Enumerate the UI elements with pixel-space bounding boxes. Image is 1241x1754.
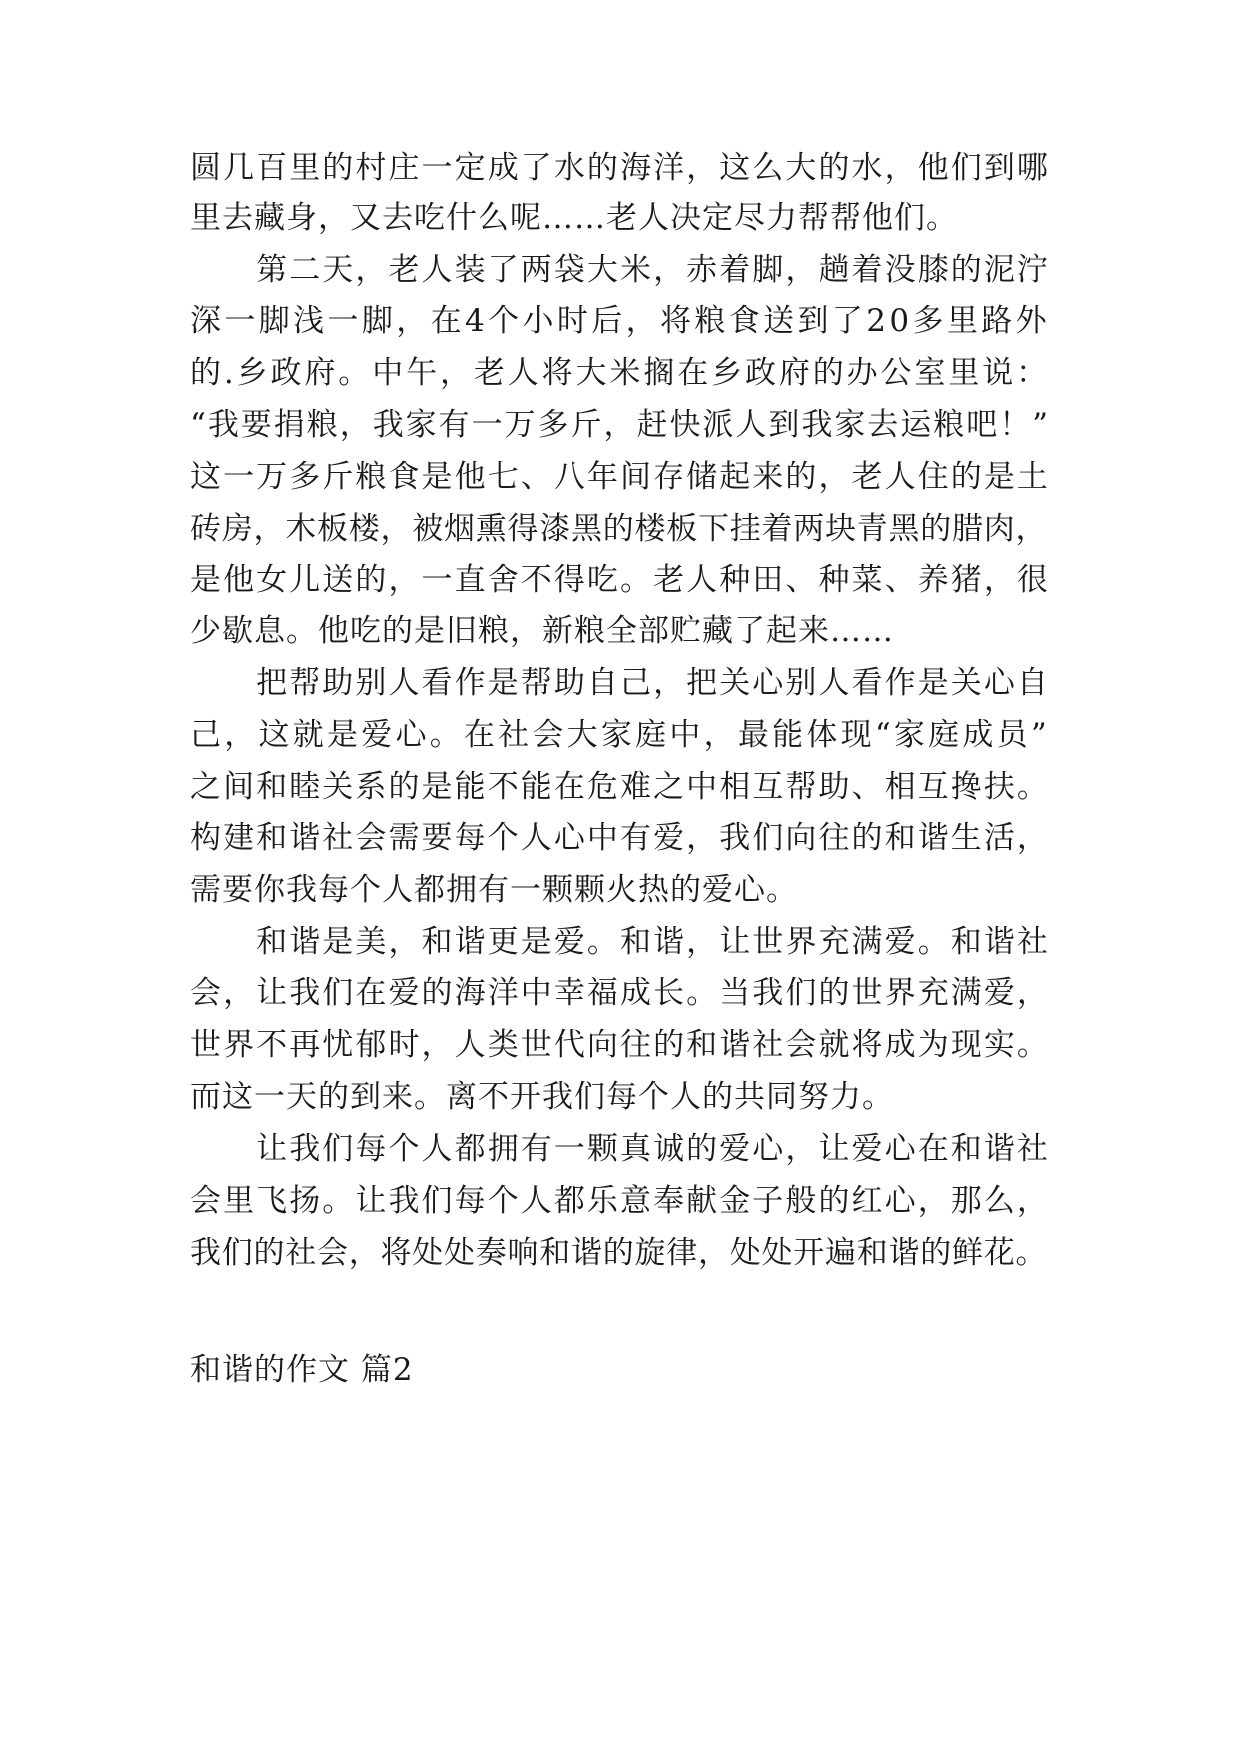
document-page bbox=[190, 0, 1050, 1754]
section-heading: 和谐的作文 篇2 bbox=[190, 1352, 414, 1388]
text-line: “我要捐粮，我家有一万多斤，赶快派人到我家去运粮吧！” bbox=[190, 407, 1050, 443]
text-line: 世界不再忧郁时，人类世代向往的和谐社会就将成为现实。 bbox=[190, 1027, 1050, 1063]
text-line: 构建和谐社会需要每个人心中有爱，我们向往的和谐生活， bbox=[190, 820, 1050, 856]
text-line: 和谐是美，和谐更是爱。和谐，让世界充满爱。和谐社 bbox=[190, 924, 1050, 960]
text-line: 这一万多斤粮食是他七、八年间存储起来的，老人住的是土 bbox=[190, 459, 1050, 495]
text-line: 我们的社会，将处处奏响和谐的旋律，处处开遍和谐的鲜花。 bbox=[190, 1235, 1048, 1271]
text-line: 把帮助别人看作是帮助自己，把关心别人看作是关心自 bbox=[190, 665, 1050, 701]
text-line: 会里飞扬。让我们每个人都乐意奉献金子般的红心，那么， bbox=[190, 1183, 1050, 1219]
text-line: 需要你我每个人都拥有一颗颗火热的爱心。 bbox=[190, 872, 798, 908]
text-line: 己，这就是爱心。在社会大家庭中，最能体现“家庭成员” bbox=[190, 717, 1050, 753]
text-line: 之间和睦关系的是能不能在危难之中相互帮助、相互搀扶。 bbox=[190, 769, 1050, 805]
text-line: 让我们每个人都拥有一颗真诚的爱心，让爱心在和谐社 bbox=[190, 1131, 1050, 1167]
text-line: 会，让我们在爱的海洋中幸福成长。当我们的世界充满爱， bbox=[190, 975, 1050, 1011]
text-line: 少歇息。他吃的是旧粮，新粮全部贮藏了起来…… bbox=[190, 613, 894, 649]
text-line: 砖房，木板楼，被烟熏得漆黑的楼板下挂着两块青黑的腊肉， bbox=[190, 511, 1048, 547]
text-line: 圆几百里的村庄一定成了水的海洋，这么大的水，他们到哪 bbox=[190, 150, 1050, 186]
text-line: 而这一天的到来。离不开我们每个人的共同努力。 bbox=[190, 1079, 894, 1115]
text-line: 是他女儿送的，一直舍不得吃。老人种田、种菜、养猪，很 bbox=[190, 562, 1050, 598]
text-line: 第二天，老人装了两袋大米，赤着脚，趟着没膝的泥泞 bbox=[190, 252, 1050, 288]
text-line: 的.乡政府。中午，老人将大米搁在乡政府的办公室里说： bbox=[190, 355, 1050, 391]
text-line: 里去藏身，又去吃什么呢……老人决定尽力帮帮他们。 bbox=[190, 200, 958, 236]
text-line: 深一脚浅一脚，在4个小时后，将粮食送到了20多里路外 bbox=[190, 303, 1050, 339]
